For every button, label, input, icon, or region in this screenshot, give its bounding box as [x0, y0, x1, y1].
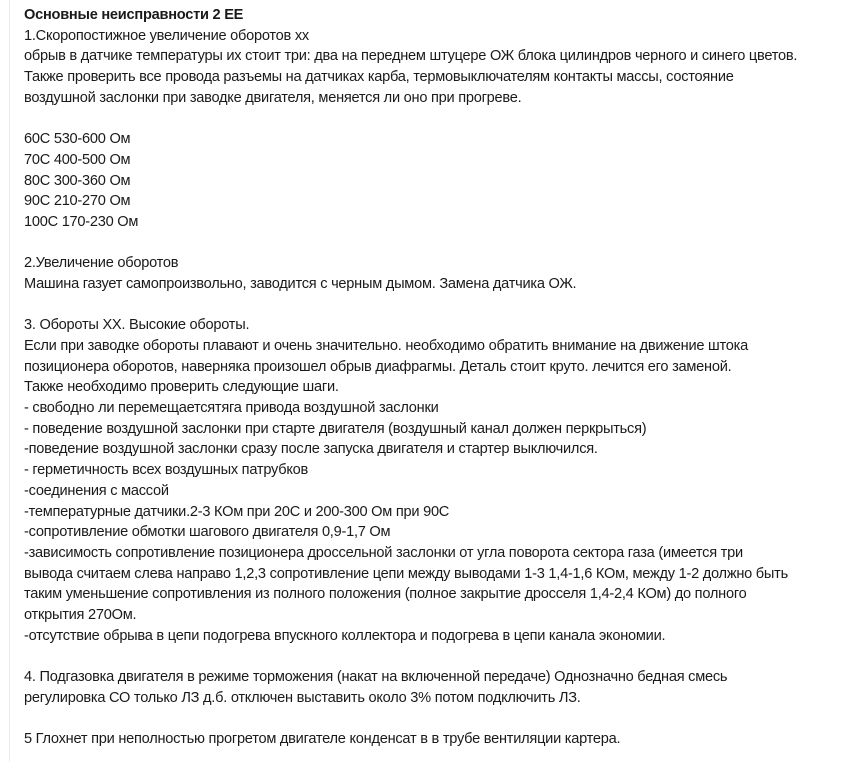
text-line: 4. Подгазовка двигателя в режиме торможения (накат на включенной передаче) Однозначно бедная смесь	[24, 669, 728, 685]
blank-line	[24, 108, 848, 129]
text-line: 90С 210-270 Ом	[24, 193, 131, 210]
text-line: Машина газует самопроизвольно, заводится с черным дымом. Замена датчика ОЖ.	[24, 275, 577, 292]
text-line: открытия 270Ом.	[24, 606, 137, 623]
text-line: Также проверить все провода разъемы на датчиках карба, термовыключателям контакты массы, состояние	[24, 69, 734, 86]
blank-line	[24, 233, 848, 254]
text-line: воздушной заслонки при заводке двигателя, меняется ли оно при прогреве.	[24, 89, 522, 106]
text-line: -температурные датчики.2-3 КОм при 20С и 200-300 Ом при 90С	[24, 503, 450, 520]
text-line: 2.Увеличение оборотов	[24, 255, 179, 272]
text-line: 5 Глохнет при неполностью прогретом двигателе конденсат в в трубе вентиляции картера.	[24, 731, 621, 748]
document-title: Основные неисправности 2 ЕЕ	[24, 7, 244, 23]
text-line: Также необходимо проверить следующие шаги.	[24, 379, 339, 396]
blank-line	[24, 708, 848, 729]
text-line: -отсутствие обрыва в цепи подогрева впускного коллектора и подогрева в цепи канала экономии.	[24, 627, 666, 644]
text-line: -зависимость сопротивление позиционера дроссельной заслонки от угла поворота сектора газа (имеется три	[24, 544, 743, 561]
document-body	[9, 0, 848, 762]
text-line: Если при заводке обороты плавают и очень значительно. необходимо обратить внимание на движение штока	[24, 338, 748, 354]
text-line: - поведение воздушной заслонки при старте двигателя (воздушный канал должен перкрыться)	[24, 420, 647, 437]
text-line: вывода считаем слева направо 1,2,3 сопротивление цепи между выводами 1-3 1,4-1,6 КОм, между 1-2 должно быть	[24, 565, 788, 582]
text-line: 80С 300-360 Ом	[24, 172, 131, 189]
text-line: таким уменьшение сопротивления из полного положения (полное закрытие дросселя 1,4-2,4 КОм) до полного	[24, 586, 747, 603]
text-line: 1.Скоропостижное увеличение оборотов хх	[24, 27, 309, 44]
text-line: 70С 400-500 Ом	[24, 151, 131, 168]
text-line: обрыв в датчике температуры их стоит три: два на переднем штуцере ОЖ блока цилиндров черного и синего цветов.	[24, 48, 798, 65]
text-line: -соединения с массой	[24, 482, 169, 499]
text-line: 60С 530-600 Ом	[24, 131, 131, 148]
text-line: 3. Обороты ХХ. Высокие обороты.	[24, 317, 250, 334]
blank-line	[24, 646, 848, 667]
text-line: регулировка СО только ЛЗ д.б. отключен выставить около 3% потом подключить ЛЗ.	[24, 689, 581, 706]
text-line: -поведение воздушной заслонки сразу после запуска двигателя и стартер выключился.	[24, 441, 598, 458]
text-line: позиционера оборотов, наверняка произошел обрыв диафрагмы. Деталь стоит круто. лечится его заменой.	[24, 358, 732, 375]
text-line: - герметичность всех воздушных патрубков	[24, 462, 309, 479]
text-line: 100С 170-230 Ом	[24, 213, 139, 230]
text-line: - свободно ли перемещаетсятяга привода воздушной заслонки	[24, 400, 439, 417]
document-text	[24, 26, 848, 750]
text-line: -сопротивление обмотки шагового двигателя 0,9-1,7 Ом	[24, 524, 391, 541]
blank-line	[24, 295, 848, 316]
